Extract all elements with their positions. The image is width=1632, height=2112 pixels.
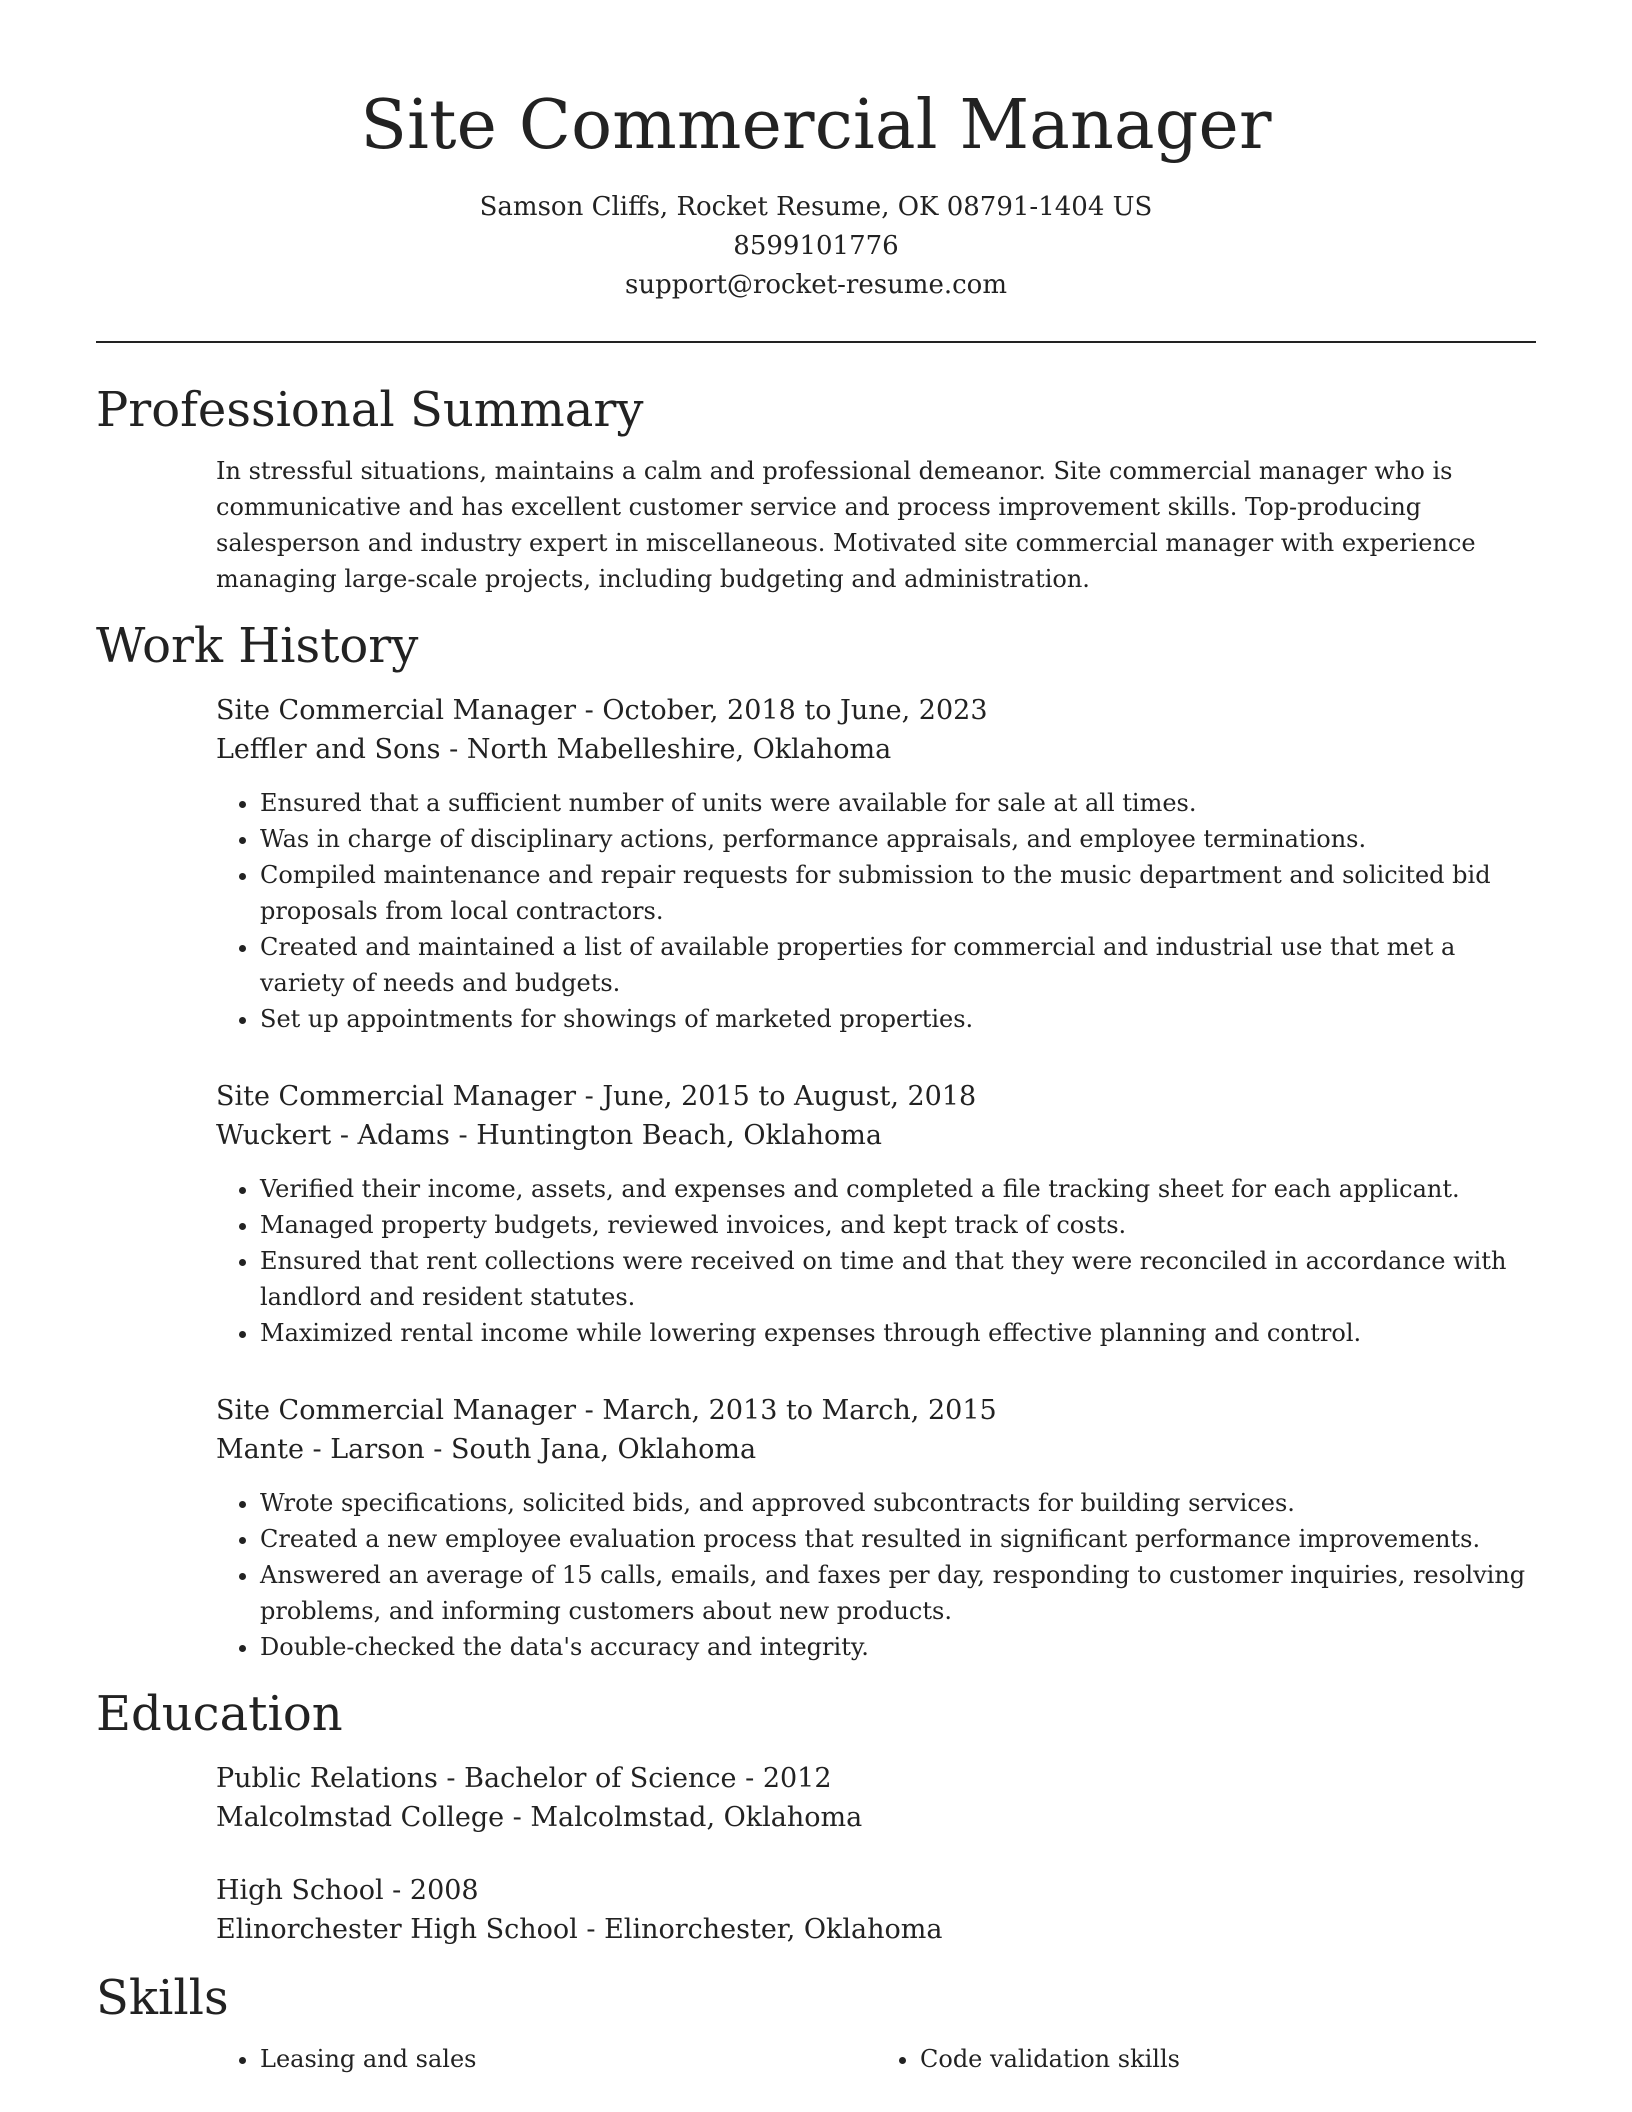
header-divider — [96, 341, 1536, 343]
list-item: • Maximized rental income while lowering expenses through effective planning and control. — [260, 1315, 1536, 1351]
summary-text: In stressful situations, maintains a calm and professional demeanor. Site commercial manager who is communicative and has excellent customer service and process improvement skills. Top-producing salesperson and industry expert in miscellaneous. Motivated site commercial manager with experience managing large-scale projects, including budgeting and administration. — [216, 457, 1476, 593]
contact-email: support@rocket-resume.com — [624, 270, 1007, 300]
education-field: Public Relations — [216, 1763, 438, 1794]
skills-left-column — [216, 2041, 876, 2077]
job-dates: June, 2015 to August, 2018 — [602, 1081, 977, 1112]
work-history-title: Work History — [96, 618, 419, 674]
education-title: Education — [96, 1686, 343, 1742]
contact-address: Samson Cliffs, Rocket Resume, OK 08791-1404 US — [479, 192, 1153, 222]
skills-right-column — [876, 2041, 1536, 2077]
job-role-line — [216, 1391, 1536, 1430]
job-entry — [216, 1391, 1536, 1665]
list-item: • Ensured that a sufficient number of units were available for sale at all times. — [260, 785, 1536, 821]
education-entry — [216, 1759, 1536, 1837]
list-item: • Leasing and sales — [260, 2041, 876, 2077]
skills-section — [96, 1967, 1536, 2077]
education-degree-line — [216, 1871, 1536, 1910]
separator: - — [437, 1763, 465, 1794]
separator: - — [440, 734, 467, 765]
job-entry — [216, 1077, 1536, 1351]
contact-phone: 8599101776 — [733, 231, 899, 261]
job-role-line — [216, 691, 1536, 730]
list-item: • Wrote specifications, solicited bids, and approved subcontracts for building services. — [260, 1485, 1536, 1521]
job-role: Site Commercial Manager — [216, 1395, 577, 1426]
list-item: • Managed property budgets, reviewed invoices, and kept track of costs. — [260, 1207, 1536, 1243]
education-location: Malcolmstad, Oklahoma — [530, 1802, 863, 1833]
job-location: North Mabelleshire, Oklahoma — [466, 734, 892, 765]
job-bullets — [216, 1171, 1536, 1351]
list-item: • Double-checked the data's accuracy and integrity. — [260, 1629, 1536, 1665]
list-item: • Ensured that rent collections were received on time and that they were reconciled in accordance with landlord and resident statutes. — [260, 1243, 1536, 1315]
skills-title: Skills — [96, 1970, 229, 2026]
list-item: • Verified their income, assets, and expenses and completed a file tracking sheet for each applicant. — [260, 1171, 1536, 1207]
job-entry — [216, 691, 1536, 1037]
education-school-line — [216, 1798, 1536, 1837]
education-section — [96, 1683, 1536, 1949]
job-role: Site Commercial Manager — [216, 1081, 577, 1112]
job-dates: October, 2018 to June, 2023 — [602, 695, 988, 726]
separator: - — [736, 1763, 763, 1794]
separator: - — [383, 1875, 410, 1906]
job-company: Mante - Larson — [216, 1434, 425, 1465]
separator: - — [449, 1120, 477, 1151]
job-role-line — [216, 1077, 1536, 1116]
education-school-line — [216, 1910, 1536, 1949]
list-item: • Code validation skills — [920, 2041, 1536, 2077]
contact-block — [96, 188, 1536, 305]
education-degree: High School — [216, 1875, 384, 1906]
separator: - — [577, 1914, 605, 1945]
job-company-line — [216, 1116, 1536, 1155]
job-company: Leffler and Sons — [216, 734, 441, 765]
list-item: • Compiled maintenance and repair requests for submission to the music department and solicited bid proposals from local contractors. — [260, 857, 1536, 929]
list-item: • Was in charge of disciplinary actions, performance appraisals, and employee terminations. — [260, 821, 1536, 857]
list-item: • Created a new employee evaluation process that resulted in significant performance improvements. — [260, 1521, 1536, 1557]
list-item: • Created and maintained a list of available properties for commercial and industrial use that met a variety of needs and budgets. — [260, 929, 1536, 1001]
job-company-line — [216, 1430, 1536, 1469]
separator: - — [504, 1802, 531, 1833]
work-history-list — [96, 691, 1536, 1665]
job-dates: March, 2013 to March, 2015 — [602, 1395, 997, 1426]
resume-header — [96, 0, 1536, 305]
job-company-line — [216, 730, 1536, 769]
separator: - — [576, 695, 603, 726]
education-school: Malcolmstad College — [216, 1802, 505, 1833]
job-bullets — [216, 785, 1536, 1037]
education-degree-line — [216, 1759, 1536, 1798]
separator: - — [424, 1434, 451, 1465]
job-company: Wuckert - Adams — [216, 1120, 450, 1151]
education-school: Elinorchester High School — [216, 1914, 578, 1945]
resume-title: Site Commercial Manager — [360, 86, 1272, 165]
job-role: Site Commercial Manager — [216, 695, 577, 726]
education-location: Elinorchester, Oklahoma — [604, 1914, 943, 1945]
education-degree: Bachelor of Science — [464, 1763, 737, 1794]
work-history-section — [96, 615, 1536, 1665]
job-location: South Jana, Oklahoma — [450, 1434, 757, 1465]
list-item: • Answered an average of 15 calls, emails, and faxes per day, responding to customer inquiries, resolving problems, and informing customers about new products. — [260, 1557, 1536, 1629]
summary-section — [96, 379, 1536, 597]
job-bullets — [216, 1485, 1536, 1665]
education-year: 2008 — [409, 1875, 479, 1906]
summary-title: Professional Summary — [96, 382, 644, 438]
education-year: 2012 — [762, 1763, 832, 1794]
separator: - — [576, 1081, 603, 1112]
education-entry — [216, 1871, 1536, 1949]
skills-grid — [96, 2041, 1536, 2077]
job-location: Huntington Beach, Oklahoma — [476, 1120, 882, 1151]
list-item: • Set up appointments for showings of marketed properties. — [260, 1001, 1536, 1037]
separator: - — [576, 1395, 603, 1426]
education-list — [96, 1759, 1536, 1949]
